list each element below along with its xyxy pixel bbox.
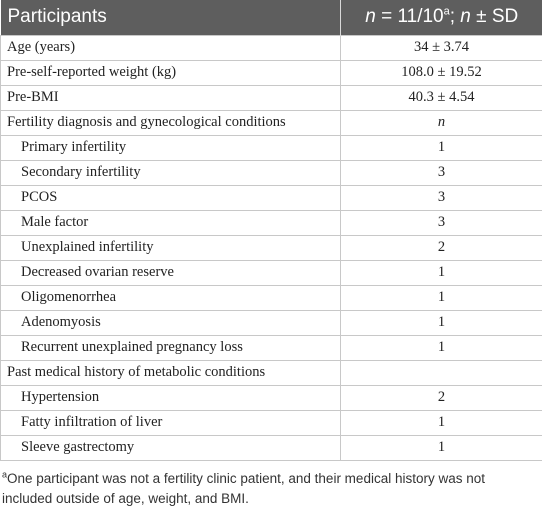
header-n2: n bbox=[460, 6, 471, 28]
footnote-mark: a bbox=[2, 469, 8, 480]
row-value: 3 bbox=[341, 185, 542, 210]
row-label: Primary infertility bbox=[1, 135, 341, 160]
row-value: 34 ± 3.74 bbox=[341, 35, 542, 60]
row-label: Male factor bbox=[1, 210, 341, 235]
row-value: 1 bbox=[341, 285, 542, 310]
row-label: Pre-BMI bbox=[1, 85, 341, 110]
header-eq-value: = 11/10 bbox=[375, 6, 444, 28]
row-value: 1 bbox=[341, 260, 542, 285]
table-row bbox=[1, 210, 542, 235]
row-value: 1 bbox=[341, 310, 542, 335]
row-value: 40.3 ± 4.54 bbox=[341, 85, 542, 110]
row-label: Recurrent unexplained pregnancy loss bbox=[1, 335, 341, 360]
row-value: 108.0 ± 19.52 bbox=[341, 60, 542, 85]
table-row bbox=[1, 60, 542, 85]
table-row bbox=[1, 235, 542, 260]
header-n: n bbox=[365, 6, 376, 28]
row-label: Sleeve gastrectomy bbox=[1, 435, 341, 460]
row-value: n bbox=[341, 110, 542, 135]
table-row bbox=[1, 160, 542, 185]
row-value: 2 bbox=[341, 385, 542, 410]
row-label: Unexplained infertility bbox=[1, 235, 341, 260]
table-row bbox=[1, 385, 542, 410]
table-row bbox=[1, 435, 542, 460]
header-sep: ; bbox=[449, 6, 461, 28]
header-participants: Participants bbox=[7, 6, 107, 28]
table-body bbox=[1, 35, 542, 460]
row-value: 2 bbox=[341, 235, 542, 260]
table-row bbox=[1, 35, 542, 60]
row-value bbox=[341, 360, 542, 385]
row-value: 3 bbox=[341, 210, 542, 235]
table-header-row bbox=[1, 0, 542, 35]
table-row bbox=[1, 285, 542, 310]
row-label: Age (years) bbox=[1, 35, 341, 60]
row-value: 3 bbox=[341, 160, 542, 185]
row-label: Past medical history of metabolic conditions bbox=[1, 360, 341, 385]
table-footnote bbox=[2, 469, 538, 509]
row-value: 1 bbox=[341, 435, 542, 460]
row-label: Hypertension bbox=[1, 385, 341, 410]
table-row bbox=[1, 185, 542, 210]
header-pm-sd: ± SD bbox=[470, 6, 519, 28]
table-row bbox=[1, 110, 542, 135]
row-label: Decreased ovarian reserve bbox=[1, 260, 341, 285]
footnote-text: One participant was not a fertility clinic patient, and their medical history was not included outside of age, weight, and BMI. bbox=[2, 471, 485, 506]
table-row bbox=[1, 310, 542, 335]
row-label: Pre-self-reported weight (kg) bbox=[1, 60, 341, 85]
header-n-sd bbox=[341, 0, 542, 35]
table-row bbox=[1, 85, 542, 110]
table-row bbox=[1, 335, 542, 360]
row-label: Fertility diagnosis and gynecological conditions bbox=[1, 110, 341, 135]
table-row bbox=[1, 260, 542, 285]
row-label: Oligomenorrhea bbox=[1, 285, 341, 310]
table-row bbox=[1, 360, 542, 385]
table-row bbox=[1, 410, 542, 435]
row-value: 1 bbox=[341, 410, 542, 435]
row-label: Secondary infertility bbox=[1, 160, 341, 185]
row-label: Fatty infiltration of liver bbox=[1, 410, 341, 435]
row-value: 1 bbox=[341, 135, 542, 160]
row-value: 1 bbox=[341, 335, 542, 360]
header-footnote-mark: a bbox=[443, 5, 450, 18]
table-row bbox=[1, 135, 542, 160]
row-label: Adenomyosis bbox=[1, 310, 341, 335]
row-label: PCOS bbox=[1, 185, 341, 210]
